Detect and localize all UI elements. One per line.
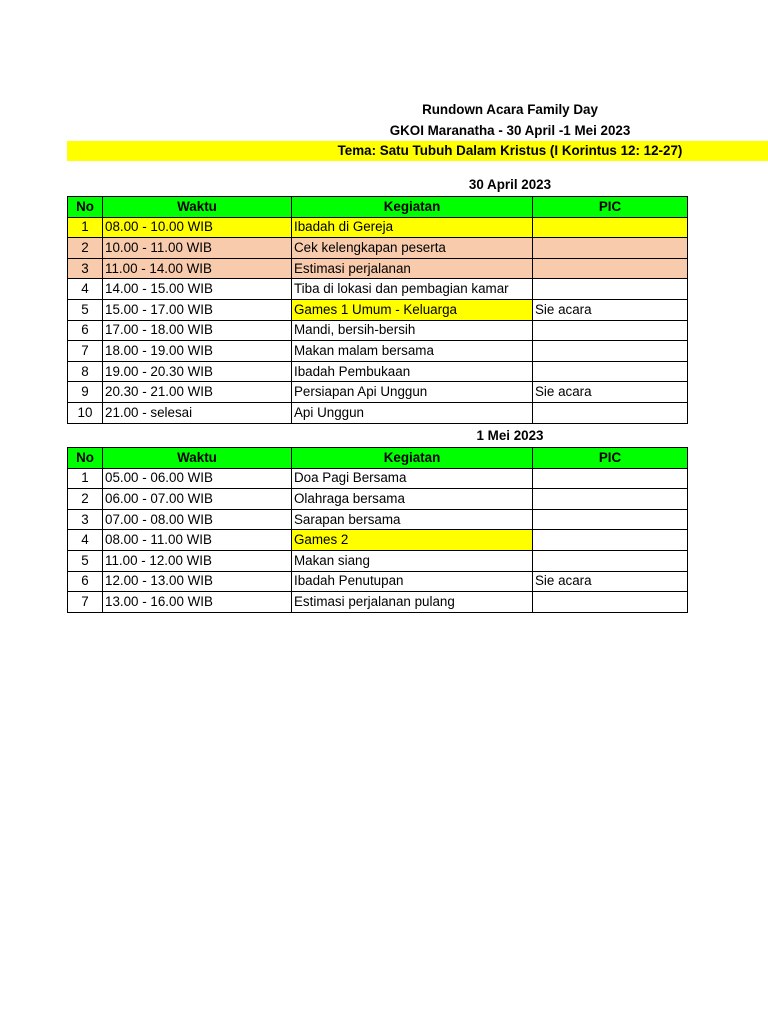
header-activity: Kegiatan xyxy=(292,197,533,218)
row-no: 9 xyxy=(68,382,103,403)
row-pic: Sie acara xyxy=(533,382,688,403)
day1-schedule-table xyxy=(67,196,688,424)
header-activity: Kegiatan xyxy=(292,448,533,469)
row-pic xyxy=(533,258,688,279)
row-time: 14.00 - 15.00 WIB xyxy=(103,279,292,300)
table-row xyxy=(68,258,688,279)
row-time: 11.00 - 14.00 WIB xyxy=(103,258,292,279)
row-activity: Ibadah di Gereja xyxy=(292,217,533,238)
header-time: Waktu xyxy=(103,448,292,469)
row-activity: Games 2 xyxy=(292,530,533,551)
header-pic: PIC xyxy=(533,448,688,469)
day2-date: 1 Mei 2023 xyxy=(476,428,544,443)
row-no: 6 xyxy=(68,320,103,341)
row-no: 7 xyxy=(68,592,103,613)
table-header-row xyxy=(68,197,688,218)
row-activity: Estimasi perjalanan pulang xyxy=(292,592,533,613)
row-no: 8 xyxy=(68,361,103,382)
table-row xyxy=(68,489,688,510)
table-row xyxy=(68,361,688,382)
row-no: 6 xyxy=(68,571,103,592)
row-no: 2 xyxy=(68,489,103,510)
row-activity: Ibadah Pembukaan xyxy=(292,361,533,382)
row-pic xyxy=(533,361,688,382)
row-activity: Persiapan Api Unggun xyxy=(292,382,533,403)
row-pic xyxy=(533,279,688,300)
row-no: 3 xyxy=(68,258,103,279)
row-no: 1 xyxy=(68,217,103,238)
row-activity: Sarapan bersama xyxy=(292,509,533,530)
row-pic: Sie acara xyxy=(533,299,688,320)
table-row xyxy=(68,592,688,613)
table-row xyxy=(68,402,688,423)
row-activity: Estimasi perjalanan xyxy=(292,258,533,279)
theme-text: Tema: Satu Tubuh Dalam Kristus (I Korintus 12: 12-27) xyxy=(337,143,683,158)
row-pic xyxy=(533,592,688,613)
row-pic xyxy=(533,489,688,510)
row-no: 4 xyxy=(68,279,103,300)
row-pic xyxy=(533,550,688,571)
row-time: 21.00 - selesai xyxy=(103,402,292,423)
row-pic: Sie acara xyxy=(533,571,688,592)
table-row xyxy=(68,320,688,341)
table-row xyxy=(68,509,688,530)
row-time: 17.00 - 18.00 WIB xyxy=(103,320,292,341)
row-activity: Makan malam bersama xyxy=(292,341,533,362)
row-pic xyxy=(533,509,688,530)
row-time: 08.00 - 11.00 WIB xyxy=(103,530,292,551)
row-activity: Doa Pagi Bersama xyxy=(292,468,533,489)
table-header-row xyxy=(68,448,688,469)
row-no: 3 xyxy=(68,509,103,530)
document-subtitle: GKOI Maranatha - 30 April -1 Mei 2023 xyxy=(389,123,631,138)
row-activity: Mandi, bersih-bersih xyxy=(292,320,533,341)
table-row xyxy=(68,382,688,403)
row-no: 4 xyxy=(68,530,103,551)
row-time: 08.00 - 10.00 WIB xyxy=(103,217,292,238)
row-time: 19.00 - 20.30 WIB xyxy=(103,361,292,382)
row-activity: Api Unggun xyxy=(292,402,533,423)
table-row xyxy=(68,299,688,320)
day1-date: 30 April 2023 xyxy=(468,177,552,192)
table-row xyxy=(68,468,688,489)
document-title: Rundown Acara Family Day xyxy=(422,102,598,117)
row-pic xyxy=(533,320,688,341)
row-time: 10.00 - 11.00 WIB xyxy=(103,238,292,259)
header-no: No xyxy=(68,448,103,469)
header-no: No xyxy=(68,197,103,218)
row-time: 07.00 - 08.00 WIB xyxy=(103,509,292,530)
header-time: Waktu xyxy=(103,197,292,218)
row-pic xyxy=(533,341,688,362)
row-time: 11.00 - 12.00 WIB xyxy=(103,550,292,571)
row-pic xyxy=(533,468,688,489)
table-row xyxy=(68,341,688,362)
row-pic xyxy=(533,402,688,423)
row-activity: Makan siang xyxy=(292,550,533,571)
table-row xyxy=(68,530,688,551)
row-no: 5 xyxy=(68,299,103,320)
table-row xyxy=(68,238,688,259)
row-activity: Ibadah Penutupan xyxy=(292,571,533,592)
row-time: 15.00 - 17.00 WIB xyxy=(103,299,292,320)
row-activity: Olahraga bersama xyxy=(292,489,533,510)
table-row xyxy=(68,550,688,571)
row-activity: Games 1 Umum - Keluarga xyxy=(292,299,533,320)
row-time: 13.00 - 16.00 WIB xyxy=(103,592,292,613)
row-time: 18.00 - 19.00 WIB xyxy=(103,341,292,362)
day2-schedule-table xyxy=(67,447,688,613)
row-time: 12.00 - 13.00 WIB xyxy=(103,571,292,592)
table-row xyxy=(68,279,688,300)
row-pic xyxy=(533,217,688,238)
row-time: 05.00 - 06.00 WIB xyxy=(103,468,292,489)
row-no: 10 xyxy=(68,402,103,423)
row-no: 2 xyxy=(68,238,103,259)
row-time: 20.30 - 21.00 WIB xyxy=(103,382,292,403)
row-activity: Cek kelengkapan peserta xyxy=(292,238,533,259)
table-row xyxy=(68,571,688,592)
row-no: 5 xyxy=(68,550,103,571)
row-time: 06.00 - 07.00 WIB xyxy=(103,489,292,510)
row-pic xyxy=(533,238,688,259)
row-pic xyxy=(533,530,688,551)
row-activity: Tiba di lokasi dan pembagian kamar xyxy=(292,279,533,300)
row-no: 1 xyxy=(68,468,103,489)
header-pic: PIC xyxy=(533,197,688,218)
table-row xyxy=(68,217,688,238)
row-no: 7 xyxy=(68,341,103,362)
